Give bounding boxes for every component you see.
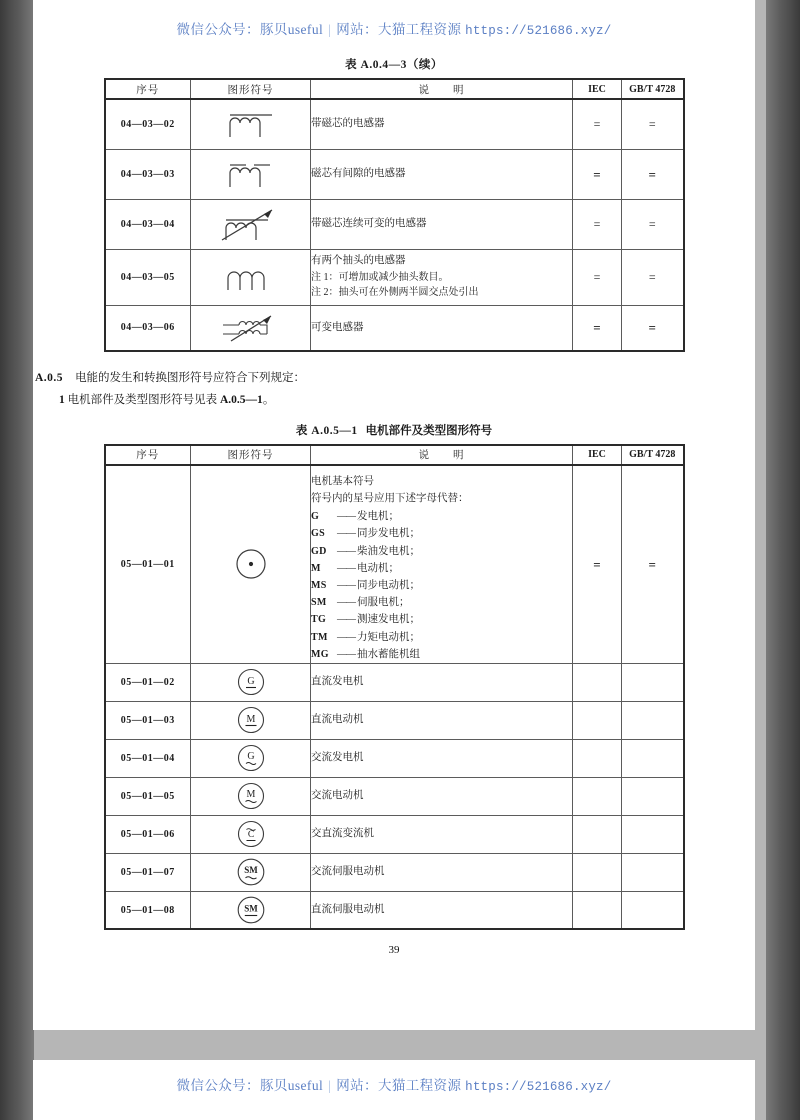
dc-generator-icon <box>233 664 269 700</box>
iec-cell <box>573 891 622 929</box>
svg-text:G: G <box>246 751 255 763</box>
desc-note-1: 注 1：可增加或减少抽头数目。 <box>311 271 449 283</box>
gb-cell <box>622 853 684 891</box>
row-number: 05—01—05 <box>105 777 191 815</box>
motor-dash: —— <box>337 562 355 574</box>
iec-cell <box>573 815 622 853</box>
desc-text: 交流伺服电动机 <box>311 866 385 878</box>
table2-caption-text: 表 A.0.5—1 <box>295 424 358 437</box>
desc-cell <box>311 663 573 701</box>
symbol-cell <box>191 891 311 929</box>
svg-text:SM: SM <box>243 865 258 876</box>
row-number: 04—03—02 <box>105 99 191 149</box>
dc-motor-icon <box>233 702 269 738</box>
table2-th-no: 序号 <box>105 445 191 465</box>
motor-basic-title: 电机基本符号 <box>311 475 374 487</box>
motor-code: MG <box>311 648 329 660</box>
motor-dash: —— <box>337 648 355 660</box>
desc-text: 直流伺服电动机 <box>311 904 385 916</box>
symbol-cell <box>191 853 311 891</box>
motor-dash: —— <box>337 528 355 540</box>
symbol-cell <box>191 305 311 351</box>
table-row <box>105 891 684 929</box>
table2-th-symbol: 图形符号 <box>191 445 311 465</box>
svg-text:SM: SM <box>243 903 258 914</box>
gb-cell <box>622 663 684 701</box>
desc-cell <box>311 199 573 249</box>
list-item <box>311 508 572 525</box>
symbol-cell <box>191 99 311 149</box>
motor-code: G <box>311 511 320 523</box>
motor-dash: —— <box>337 511 355 523</box>
clause-sub-index: 1 <box>59 393 65 406</box>
iec-cell: = <box>573 249 622 305</box>
symbol-cell <box>191 777 311 815</box>
row-number: 05—01—01 <box>105 465 191 664</box>
desc-text: 直流电动机 <box>311 714 364 726</box>
gb-cell: = <box>622 305 684 351</box>
clause-text: 电能的发生和转换图形符号应符合下列规定： <box>75 372 306 384</box>
clause-number: A.0.5 <box>35 372 64 384</box>
row-number: 04—03—03 <box>105 149 191 199</box>
list-item <box>311 543 572 560</box>
motor-code: TG <box>311 614 327 626</box>
motor-name: 伺服电机； <box>357 597 410 609</box>
iec-cell <box>573 701 622 739</box>
motor-code: M <box>311 562 321 574</box>
list-item <box>311 525 572 542</box>
motor-dash: —— <box>337 631 355 643</box>
footer-wechat-value: 豚贝useful <box>259 1078 324 1093</box>
iec-cell <box>573 777 622 815</box>
desc-text: 带磁芯连续可变的电感器 <box>311 217 427 229</box>
gb-cell: = <box>622 465 684 664</box>
gb-cell: = <box>622 199 684 249</box>
ac-dc-converter-icon <box>233 816 269 852</box>
motor-dash: —— <box>337 614 355 626</box>
table-row <box>105 465 684 664</box>
motor-name: 力矩电动机； <box>357 631 420 643</box>
row-number: 05—01—07 <box>105 853 191 891</box>
table2-header-row <box>105 445 684 465</box>
header-watermark <box>33 18 755 38</box>
iec-cell <box>573 853 622 891</box>
motor-code: GD <box>311 545 327 557</box>
ac-generator-icon <box>233 740 269 776</box>
desc-text: 有两个抽头的电感器 <box>311 255 406 267</box>
svg-text:M: M <box>246 714 255 726</box>
row-number: 04—03—06 <box>105 305 191 351</box>
footer-watermark <box>33 1074 755 1094</box>
clause-sub-text-pre: 电机部件及类型图形符号见表 <box>67 393 220 406</box>
row-number: 05—01—03 <box>105 701 191 739</box>
footer-wechat-label: 微信公众号： <box>176 1078 260 1093</box>
list-item <box>311 577 572 594</box>
inductor-solid-core-icon <box>218 107 284 141</box>
symbol-cell <box>191 199 311 249</box>
desc-cell <box>311 249 573 305</box>
motor-name: 发电机； <box>357 511 399 523</box>
table-row <box>105 249 684 305</box>
desc-cell <box>311 815 573 853</box>
symbol-cell <box>191 663 311 701</box>
iec-cell: = <box>573 199 622 249</box>
table1-caption-text: 表 A.0.4—3（续） <box>345 59 443 71</box>
gb-cell <box>622 701 684 739</box>
desc-cell <box>311 739 573 777</box>
table-row <box>105 853 684 891</box>
table-row <box>105 739 684 777</box>
table-row <box>105 777 684 815</box>
iec-cell <box>573 739 622 777</box>
clause-sub-reference: A.0.5—1 <box>220 393 263 406</box>
gb-cell <box>622 739 684 777</box>
symbol-cell <box>191 465 311 664</box>
gb-cell <box>622 891 684 929</box>
desc-text: 交流电动机 <box>311 790 364 802</box>
iec-cell: = <box>573 465 622 664</box>
table1-th-desc: 说 明 <box>311 79 573 99</box>
row-number: 04—03—04 <box>105 199 191 249</box>
ac-servo-motor-icon <box>233 854 269 890</box>
desc-cell <box>311 701 573 739</box>
desc-text: 交直流变流机 <box>311 828 374 840</box>
clause-a05 <box>35 368 755 412</box>
svg-text:M: M <box>246 789 255 801</box>
symbol-cell <box>191 701 311 739</box>
header-site-value: 大猫工程资源 <box>377 22 462 37</box>
motor-code: GS <box>311 528 325 540</box>
table2-caption-name: 电机部件及类型图形符号 <box>365 424 493 437</box>
iec-cell: = <box>573 99 622 149</box>
iec-cell: = <box>573 305 622 351</box>
inductor-variable-icon <box>209 312 293 344</box>
desc-cell <box>311 777 573 815</box>
list-item <box>311 560 572 577</box>
desc-text: 磁芯有间隙的电感器 <box>311 167 406 179</box>
clause-sub-text-post: 。 <box>262 393 275 406</box>
motor-code: SM <box>311 597 327 609</box>
svg-text:G: G <box>246 676 255 688</box>
desc-text: 直流发电机 <box>311 676 364 688</box>
footer-site-value: 大猫工程资源 <box>377 1078 462 1093</box>
left-edge-shadow <box>0 0 34 1120</box>
list-item <box>311 594 572 611</box>
motor-code: TM <box>311 631 328 643</box>
desc-cell <box>311 149 573 199</box>
dc-servo-motor-icon <box>233 892 269 928</box>
table2-th-desc: 说 明 <box>311 445 573 465</box>
desc-cell <box>311 465 573 664</box>
page-number: 39 <box>388 944 400 957</box>
inductor-two-taps-icon <box>218 262 284 292</box>
list-item <box>311 646 572 663</box>
motor-name: 同步电动机； <box>357 579 420 591</box>
desc-text: 交流发电机 <box>311 752 364 764</box>
motor-name: 测速发电机； <box>357 614 420 626</box>
header-wechat-value: 豚贝useful <box>259 22 324 37</box>
header-url[interactable]: https://521686.xyz/ <box>465 24 612 38</box>
table-a051 <box>104 444 685 931</box>
table2-th-iec: IEC <box>573 445 622 465</box>
row-number: 05—01—02 <box>105 663 191 701</box>
desc-cell <box>311 891 573 929</box>
header-separator: | <box>328 22 332 37</box>
table1-th-no: 序号 <box>105 79 191 99</box>
clause-main-line <box>35 368 755 390</box>
table-row <box>105 663 684 701</box>
table-row <box>105 99 684 149</box>
motor-asterisk-note: 符号内的星号应用下述字母代替： <box>311 492 469 504</box>
iec-cell: = <box>573 149 622 199</box>
footer-separator: | <box>328 1078 332 1093</box>
svg-text:C: C <box>247 830 254 841</box>
ac-motor-icon <box>233 778 269 814</box>
desc-text: 可变电感器 <box>311 321 364 333</box>
motor-letter-list <box>311 508 572 663</box>
symbol-cell <box>191 815 311 853</box>
motor-dash: —— <box>337 545 355 557</box>
motor-circle-asterisk-icon <box>230 543 272 585</box>
table1-caption <box>33 56 755 72</box>
symbol-cell <box>191 149 311 199</box>
list-item <box>311 629 572 646</box>
motor-dash: —— <box>337 597 355 609</box>
table-row <box>105 701 684 739</box>
table1-th-gb: GB/T 4728 <box>622 79 684 99</box>
row-number: 05—01—04 <box>105 739 191 777</box>
right-edge-shadow <box>766 0 800 1120</box>
inductor-gapped-core-icon <box>218 157 284 191</box>
table-row <box>105 305 684 351</box>
desc-cell <box>311 99 573 149</box>
motor-name: 柴油发电机； <box>357 545 420 557</box>
table1-header-row <box>105 79 684 99</box>
document-body <box>33 56 755 1016</box>
desc-cell <box>311 853 573 891</box>
gb-cell <box>622 777 684 815</box>
list-item <box>311 611 572 628</box>
header-site-label: 网站： <box>336 22 378 37</box>
table-row <box>105 149 684 199</box>
motor-dash: —— <box>337 579 355 591</box>
footer-site-label: 网站： <box>336 1078 378 1093</box>
gb-cell: = <box>622 149 684 199</box>
motor-name: 电动机； <box>357 562 399 574</box>
gb-cell: = <box>622 249 684 305</box>
table-row <box>105 199 684 249</box>
inductor-variable-core-icon <box>214 204 288 244</box>
symbol-cell <box>191 739 311 777</box>
table-row <box>105 815 684 853</box>
row-number: 05—01—06 <box>105 815 191 853</box>
table2-caption <box>33 422 755 438</box>
desc-note-2: 注 2：抽头可在外侧两半圆交点处引出 <box>311 287 479 299</box>
row-number: 04—03—05 <box>105 249 191 305</box>
motor-name: 抽水蓄能机组 <box>357 648 420 660</box>
gb-cell: = <box>622 99 684 149</box>
table1-th-iec: IEC <box>573 79 622 99</box>
motor-code: MS <box>311 579 327 591</box>
desc-text: 带磁芯的电感器 <box>311 118 385 130</box>
footer-url[interactable]: https://521686.xyz/ <box>465 1080 612 1094</box>
table-a043-continued <box>104 78 685 352</box>
header-wechat-label: 微信公众号： <box>176 22 260 37</box>
row-number: 05—01—08 <box>105 891 191 929</box>
gb-cell <box>622 815 684 853</box>
desc-cell <box>311 305 573 351</box>
symbol-cell <box>191 249 311 305</box>
table1-th-symbol: 图形符号 <box>191 79 311 99</box>
iec-cell <box>573 663 622 701</box>
table2-th-gb: GB/T 4728 <box>622 445 684 465</box>
motor-name: 同步发电机； <box>357 528 420 540</box>
clause-sub-line <box>59 390 755 412</box>
